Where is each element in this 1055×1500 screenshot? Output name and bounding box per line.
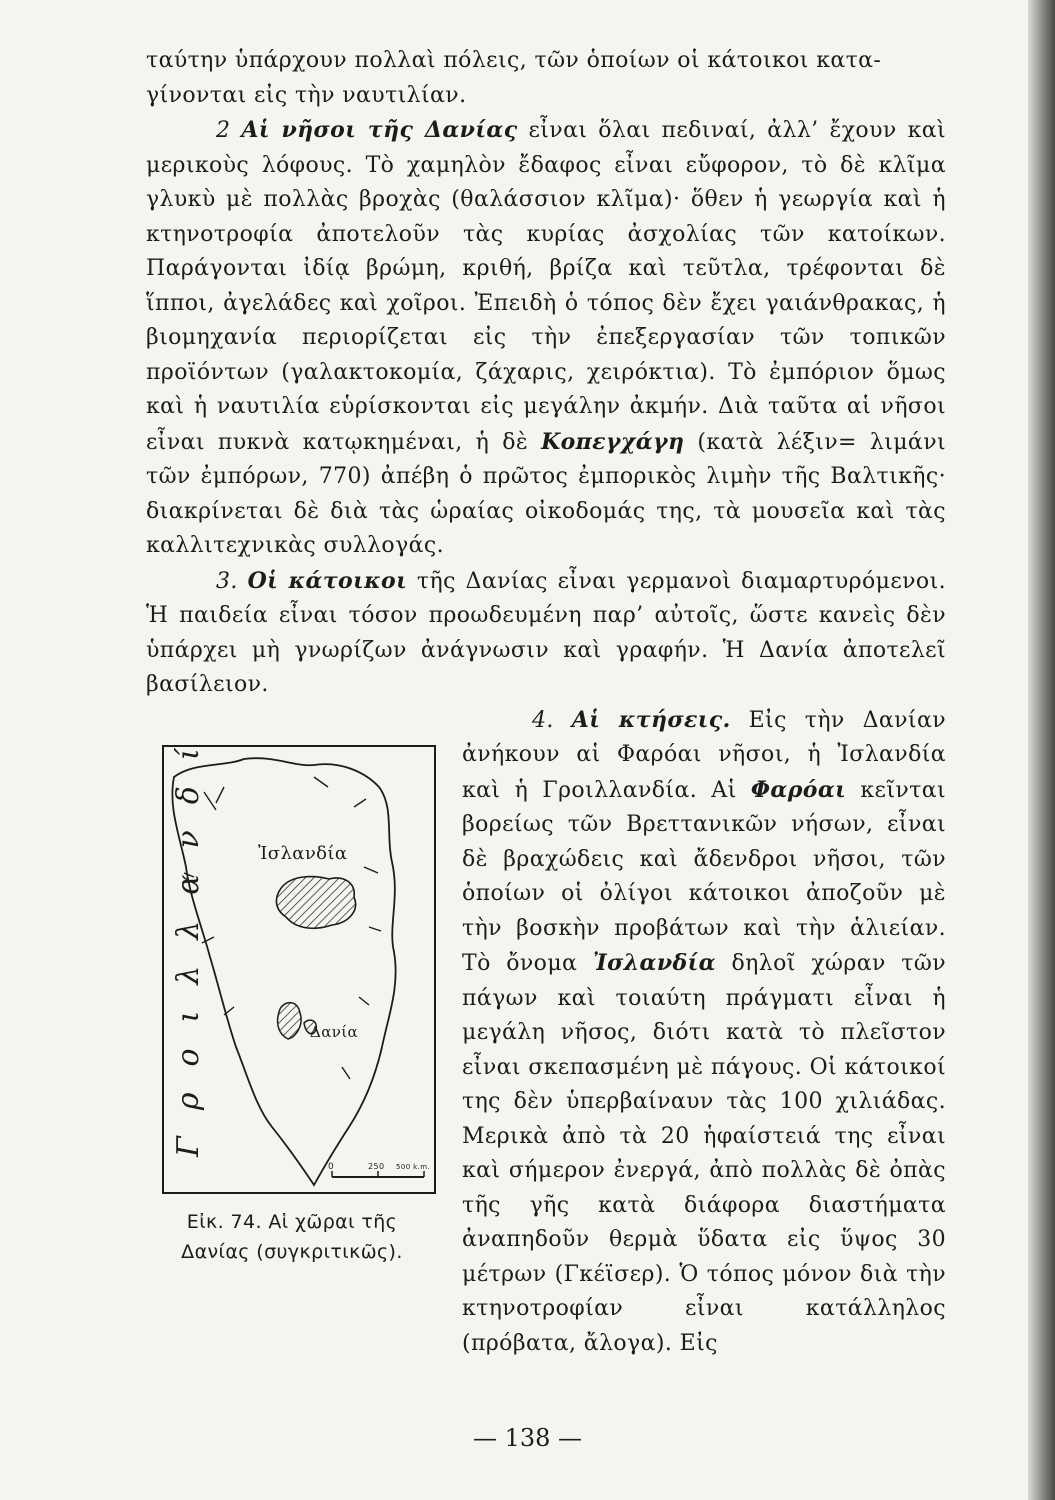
scale-label: 250 [368, 1161, 385, 1171]
paragraph-islands [146, 113, 946, 564]
paragraph-text: (κατὰ λέξιν= λιμάνι τῶν ἐμπόρων, 770) ἀπέβη ὁ πρῶτος ἐμπορικὸς λιμὴν τῆς Βαλτικῆς· διακρίνεται δὲ διὰ τὰς ὡραίας οἰκοδομάς της, τὰ μουσεῖα καὶ τὰς καλλιτεχνικὰς συλλογάς. [146, 429, 946, 558]
page-body [146, 44, 946, 1379]
paragraph-inhabitants [146, 564, 946, 703]
section-number: 4. [532, 707, 554, 733]
comparative-map [164, 747, 434, 1192]
bold-term: Φαρόαι [750, 776, 847, 803]
bold-term: Κοπεγχάγη [541, 428, 685, 455]
page-number: — 138 — [472, 1424, 583, 1452]
map-label-greenland: Γροιλλανδία [171, 746, 206, 1157]
iceland-shape [276, 876, 355, 928]
book-binding-shadow [1028, 0, 1055, 1500]
bold-term: Ἰσλανδία [592, 950, 716, 976]
map-label-iceland: Ἰσλανδία [258, 842, 348, 864]
caption-line: Εἰκ. 74. Αἱ χῶραι τῆς [186, 1210, 398, 1233]
section-number: 3. [216, 568, 238, 594]
paragraph-text: Εἰς τὴν Δανίαν ἀνήκουν αἱ Φαρόαι νῆσοι, ἡ Ἰσλανδία καὶ ἡ Γροιλλανδία. Αἱ [462, 707, 946, 803]
map-label-denmark: Δανία [310, 1022, 359, 1041]
scale-label: 500 k.m. [396, 1162, 431, 1171]
section-number: 2 [216, 118, 231, 143]
figure-caption [146, 1207, 438, 1267]
section-heading: Οἱ κάτοικοι [247, 567, 408, 594]
caption-line: Δανίας (συγκριτικῶς). [181, 1240, 403, 1263]
scale-label: 0 [328, 1161, 335, 1172]
paragraph-text: εἶναι ὅλαι πεδιναί, ἀλλ’ ἔχουν καὶ μερικοὺς λόφους. Τὸ χαμηλὸν ἔδαφος εἶναι εὔφορον, τὸ δὲ κλῖμα γλυκὺ μὲ πολλὰς βροχὰς (θαλάσσιον κλῖμα)· ὅθεν ἡ γεωργία καὶ ἡ κτηνοτροφία ἀποτελοῦν τὰς κυρίας ἀσχολίας τῶν κατοίκων. Παράγονται ἰδίᾳ βρώμη, κριθή, βρίζα καὶ τεῦτλα, τρέφονται δὲ ἵπποι, ἀγελάδες καὶ χοῖροι. Ἐπειδὴ ὁ τόπος δὲν ἔχει γαιάνθρακας, ἡ βιομηχανία περιορίζεται εἰς τὴν ἐπεξεργασίαν τῶν τοπικῶν προϊόντων (γαλακτοκομία, ζάχαρις, χειρόκτια). Τὸ ἐμπόριον ὅμως καὶ ἡ ναυτιλία εὑρίσκονται εἰς μεγάλην ἀκμήν. Διὰ ταῦτα αἱ νῆσοι εἶναι πυκνὰ κατῳκημέναι, ἡ δὲ [146, 118, 946, 455]
paragraph-intro [146, 44, 946, 113]
paragraph-text: δηλοῖ χώραν τῶν πάγων καὶ τοιαύτη πράγματι εἶναι ἡ μεγάλη νῆσος, διότι κατὰ τὸ πλεῖστον εἶναι σκεπασμένη μὲ πάγους. Οἱ κάτοικοί της δὲν ὑπερβαίναυν τὰς 100 χιλιάδας. Μερικὰ ἀπὸ τὰ 20 ἡφαίστειά της εἶναι καὶ σήμερον ἐνεργά, ἀπὸ πολλὰς δὲ ὀπὰς τῆς γῆς κατὰ διάφορα διαστήματα ἀναπηδοῦν θερμὰ ὕδατα εἰς ὕψος 30 μέτρων (Γκέϊσερ). Ὁ τόπος μόνον διὰ τὴν κτηνοτροφίαν εἶναι κατάλληλος (πρόβατα, ἄλογα). Εἰς [462, 951, 946, 1356]
text-line: ταύτην ὑπάρχουν πολλαὶ πόλεις, τῶν ὁποίων οἱ κάτοικοι κατα- [146, 48, 882, 73]
section-heading: Αἱ νῆσοι τῆς Δανίας [241, 117, 518, 143]
section-heading: Αἱ κτήσεις. [571, 706, 731, 733]
figure-74 [146, 707, 438, 1379]
paragraph-text: κεῖνται βορείως τῶν Βρεττανικῶν νήσων, εἶναι δὲ βραχώδεις καὶ ἄδενδροι νῆσοι, τῶν ὁποίων οἱ ὀλίγοι κάτοικοι ἀποζοῦν μὲ τὴν βοσκὴν προβάτων καὶ τὴν ἁλιείαν. Τὸ ὄνομα [462, 777, 947, 976]
text-line: γίνονται εἰς τὴν ναυτιλίαν. [146, 82, 467, 108]
paragraph-text: τῆς Δανίας εἶναι γερμανοὶ διαμαρτυρόμενοι. Ἡ παιδεία εἶναι τόσον προωδευμένη παρ’ αὐτοῖς, ὥστε κανεὶς δὲν ὑπάρχει μὴ γνωρίζων ἀνάγνωσιν καὶ γραφήν. Ἡ Δανία ἀποτελεῖ βασίλειον. [146, 568, 946, 697]
map-figure [162, 745, 436, 1194]
